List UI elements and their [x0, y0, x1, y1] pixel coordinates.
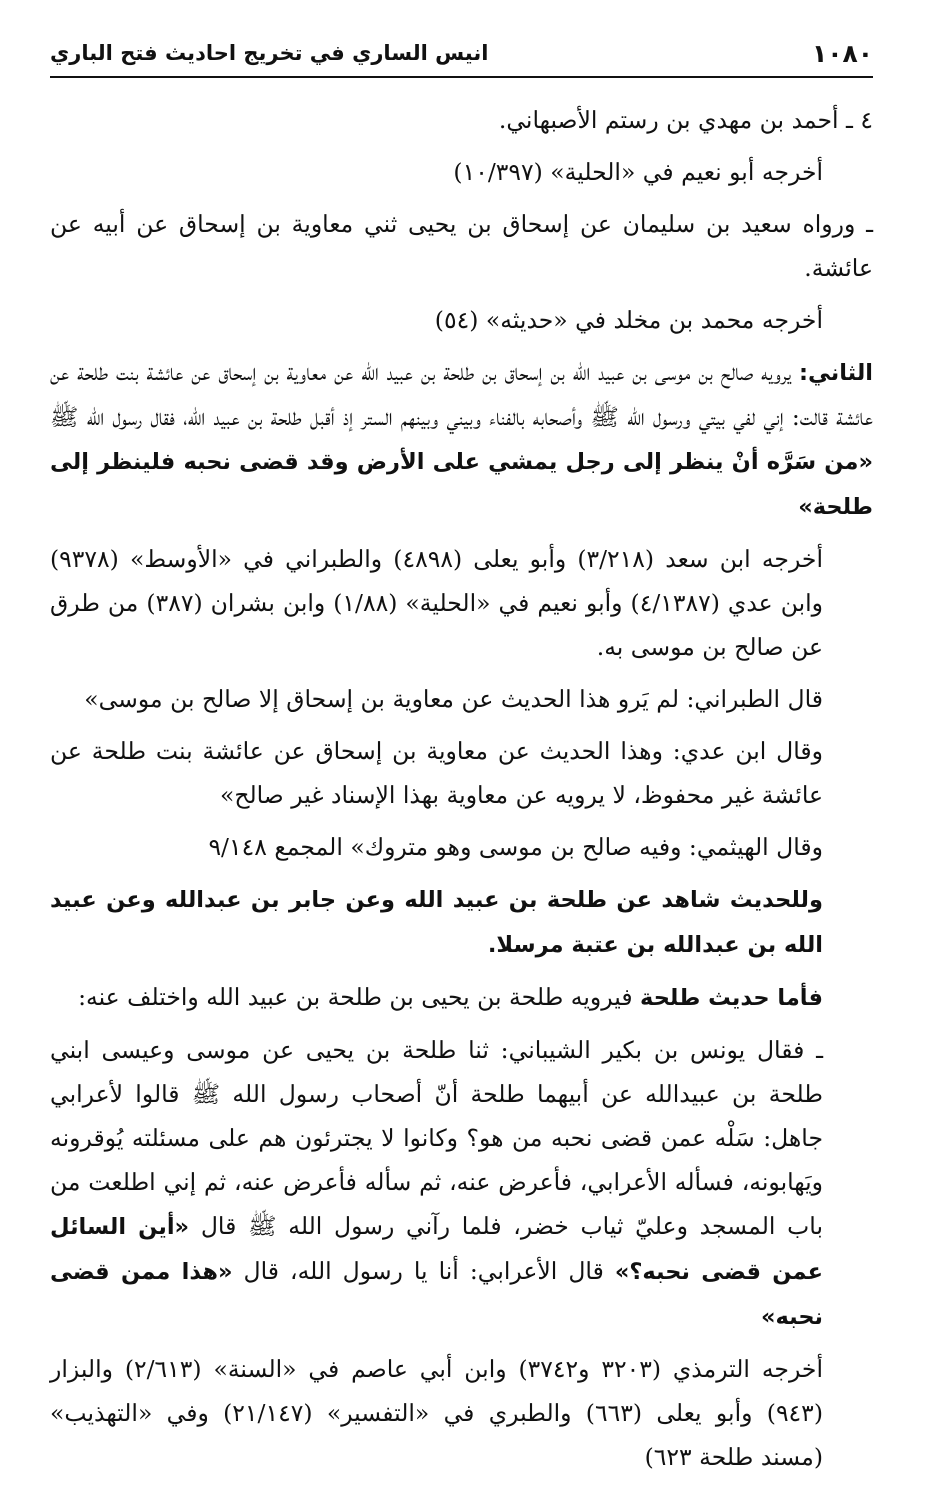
text-run: ٤ ـ أحمد بن مهدي بن رستم الأصبهاني.	[498, 106, 873, 134]
bold-text: «أين السائل عمن قضى نحبه؟»	[50, 1214, 823, 1285]
paragraph	[50, 729, 873, 817]
text-run: وقال ابن عدي: وهذا الحديث عن معاوية بن إسحاق عن عائشة بنت طلحة عن عائشة غير محفوظ، لا يرويه عن معاوية بهذا الإسناد غير صالح»	[50, 737, 823, 809]
paragraph	[50, 1028, 873, 1339]
paragraph	[50, 298, 873, 342]
paragraph	[50, 1347, 873, 1479]
text-run: أخرجه الترمذي (٣٢٠٣ و٣٧٤٢) وابن أبي عاصم في «السنة» (٢/٦١٣) والبزار (٩٤٣) وأبو يعلى (٦٦٣) والطبري في «التفسير» (٢١/١٤٧) وفي «التهذيب» (مسند طلحة ٦٢٣)	[50, 1355, 823, 1471]
bold-text: فأما حديث طلحة	[640, 985, 823, 1011]
bold-text: «من سَرَّه أنْ ينظر إلى رجل يمشي على الأرض وقد قضى نحبه فلينظر إلى طلحة»	[50, 449, 873, 520]
paragraph	[50, 150, 873, 194]
paragraph	[50, 877, 873, 967]
bold-text: وللحديث شاهد عن طلحة بن عبيد الله وعن جابر بن عبدالله وعن عبيد الله بن عبدالله بن عتبة مرسلا.	[50, 887, 823, 958]
text-run: وقال الهيثمي: وفيه صالح بن موسى وهو متروك» المجمع ٩/١٤٨	[208, 833, 823, 861]
bold-text: الثاني:	[798, 360, 873, 386]
text-run: قال الأعرابي: أنا يا رسول الله، قال	[232, 1257, 615, 1285]
text-run: أخرجه محمد بن مخلد في «حديثه» (٥٤)	[434, 306, 823, 334]
page-header	[50, 30, 873, 78]
paragraph	[50, 975, 873, 1020]
text-run: ـ فقال يونس بن بكير الشيباني: ثنا طلحة بن يحيى عن موسى وعيسى ابني طلحة بن عبيدالله عن أبيهما طلحة أنّ أصحاب رسول الله ﷺ قالوا لأعرابي جاهل: سَلْه عمن قضى نحبه من هو؟ وكانوا لا يجترئون هم على مسئلته يُوقرونه ويَهابونه، فسأله الأعرابي، فأعرض عنه، ثم سأله فأعرض عنه، ثم إني اطلعت من باب المسجد وعليّ ثياب خضر، فلما رآني رسول الله ﷺ قال	[50, 1036, 823, 1240]
paragraph	[50, 350, 873, 529]
text-run: قال الطبراني: لم يَرو هذا الحديث عن معاوية بن إسحاق إلا صالح بن موسى»	[84, 685, 823, 713]
paragraph	[50, 537, 873, 669]
paragraph	[50, 825, 873, 869]
page-body	[50, 98, 873, 1487]
text-run: ـ ورواه سعيد بن سليمان عن إسحاق بن يحيى ثني معاوية بن إسحاق عن أبيه عن عائشة.	[50, 210, 873, 282]
running-title: انيس الساري في تخريج احاديث فتح الباري	[50, 41, 489, 65]
paragraph	[50, 677, 873, 721]
text-run: أخرجه أبو نعيم في «الحلية» (١٠/٣٩٧)	[453, 158, 823, 186]
page-number: ١٠٨٠	[811, 38, 873, 68]
paragraph	[50, 98, 873, 142]
bold-text: «هذا ممن قضى نحبه»	[50, 1259, 823, 1330]
text-run: أخرجه ابن سعد (٣/٢١٨) وأبو يعلى (٤٨٩٨) والطبراني في «الأوسط» (٩٣٧٨) وابن عدي (٤/١٣٨٧) وأبو نعيم في «الحلية» (١/٨٨) وابن بشران (٣٨٧) من طرق عن صالح بن موسى به.	[50, 545, 824, 661]
text-run: فيرويه طلحة بن يحيى بن طلحة بن عبيد الله واختلف عنه:	[78, 983, 641, 1011]
text-run: يرويه صالح بن موسى بن عبيد الله بن إسحاق بن طلحة بن عبيد الله عن معاوية بن إسحاق عن عائشة بنت طلحة عن عائشة قالت: إني لفي بيتي ورسول الله ﷺ وأصحابه بالفناء وبيني وبينهم الستر إذ أقبل طلحة بن عبيد الله، فقال رسول الله ﷺ	[50, 358, 873, 431]
paragraph	[50, 202, 873, 290]
